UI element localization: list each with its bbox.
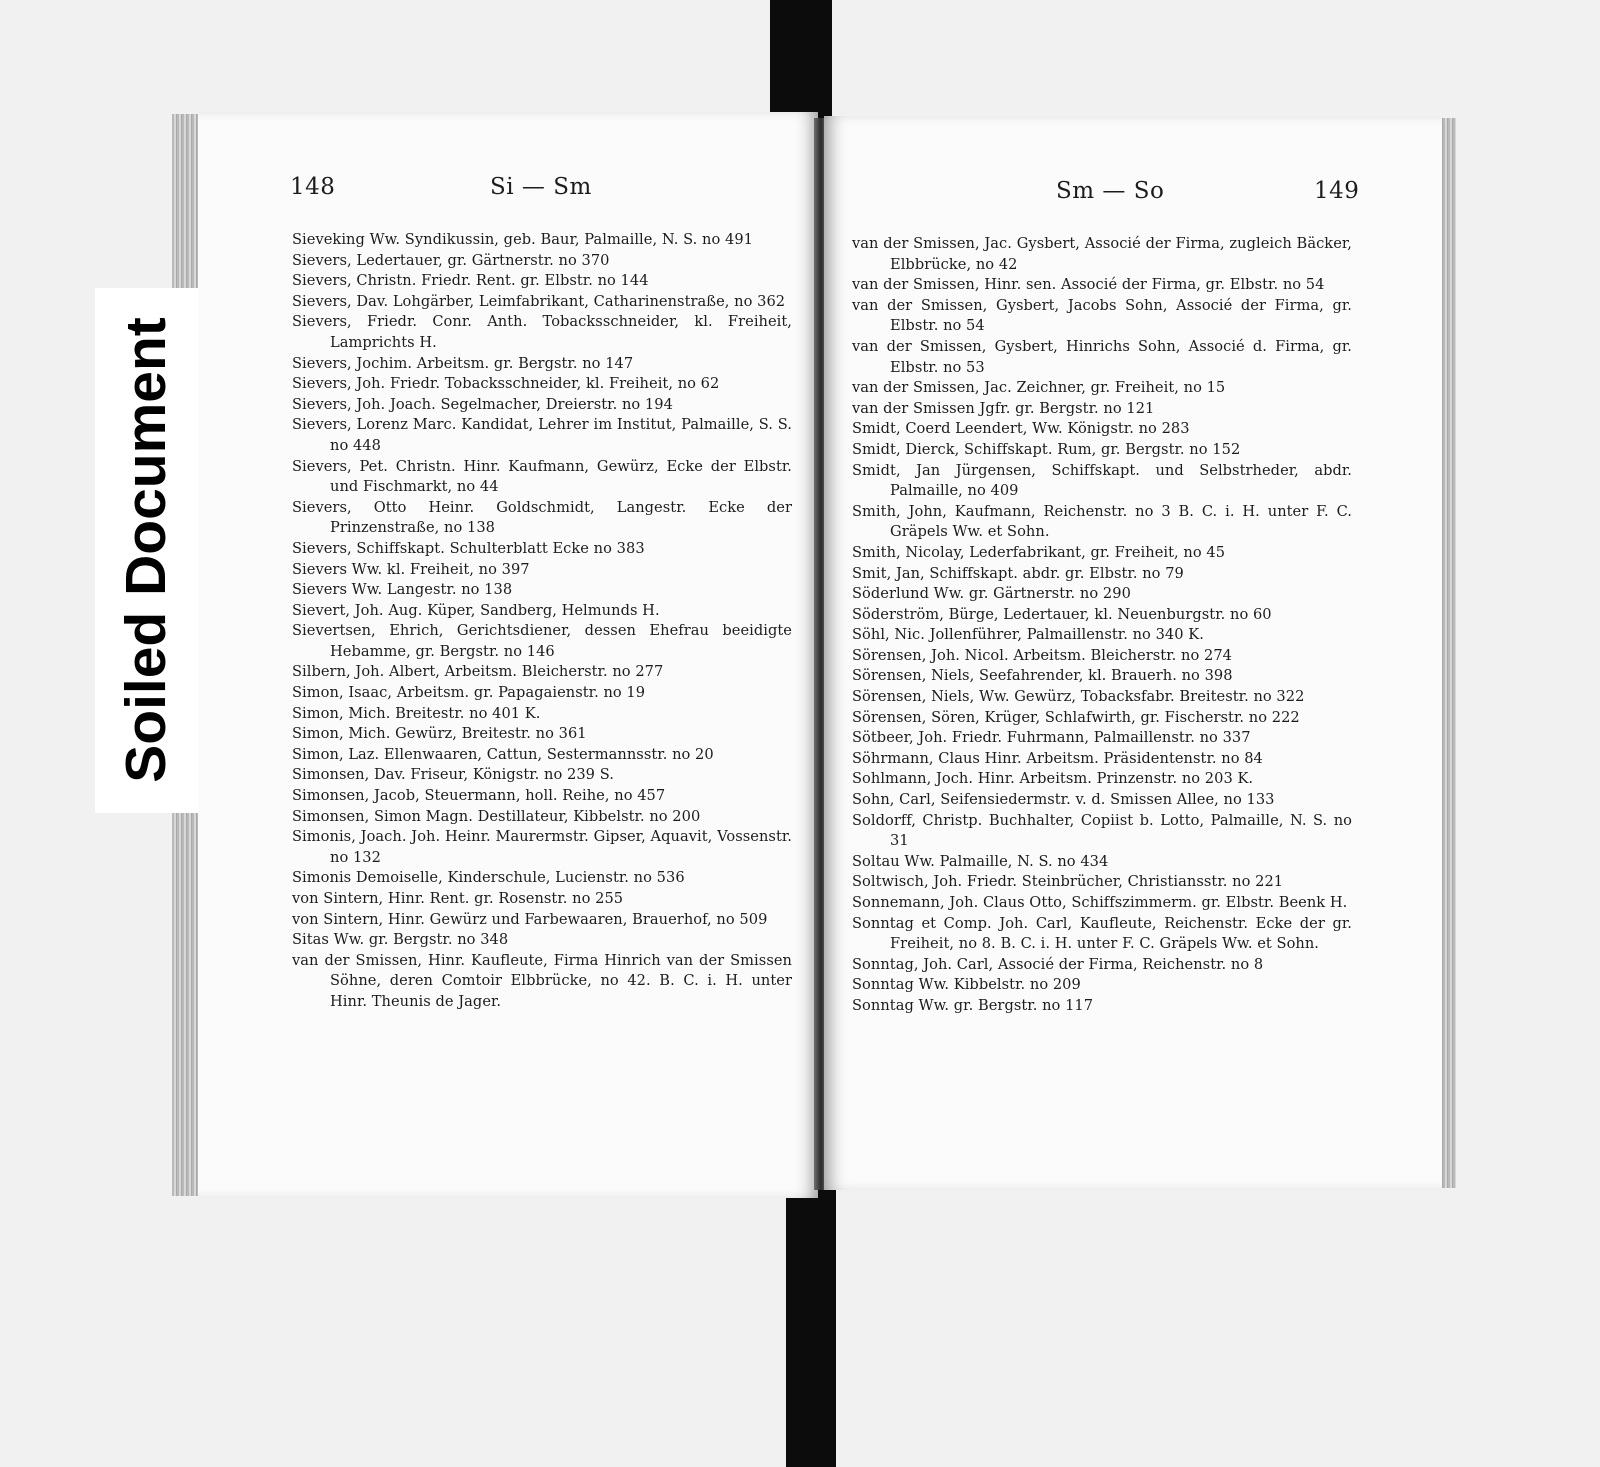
directory-entry: von Sintern, Hinr. Rent. gr. Rosenstr. no 255 xyxy=(292,890,624,907)
directory-entry: Sievers, Schiffskapt. Schulterblatt Ecke no 383 xyxy=(292,539,645,557)
directory-entry: Simonsen, Simon Magn. Destillateur, Kibbelstr. no 200 xyxy=(292,807,701,825)
directory-entry: Simonis Demoiselle, Kinderschule, Lucienstr. no 536 xyxy=(292,869,685,887)
directory-entry: Sonntag et Comp. Joh. Carl, Kaufleute, Reichenstr. Ecke der gr. Freiheit, no 8. B. C. i. H. unter F. C. Gräpels Ww. et Sohn. xyxy=(852,914,1352,953)
directory-entry: Smith, John, Kaufmann, Reichenstr. no 3 B. C. i. H. unter F. C. Gräpels Ww. et Sohn. xyxy=(852,502,1352,541)
directory-entry: Sievers Ww. Langestr. no 138 xyxy=(292,581,513,599)
directory-entry: Sörensen, Joh. Nicol. Arbeitsm. Bleicherstr. no 274 xyxy=(852,646,1232,664)
directory-entry: Simonsen, Dav. Friseur, Königstr. no 239 S. xyxy=(292,766,614,784)
directory-entry: Sieveking Ww. Syndikussin, geb. Baur, Palmaille, N. S. no 491 xyxy=(292,231,753,248)
running-head-left: Si — Sm xyxy=(490,174,592,200)
directory-entry: Simon, Laz. Ellenwaaren, Cattun, Sestermannsstr. no 20 xyxy=(292,745,714,763)
directory-entries-right xyxy=(852,234,1352,1017)
directory-entry: Sohn, Carl, Seifensiedermstr. v. d. Smissen Allee, no 133 xyxy=(852,791,1275,809)
directory-entry: Smidt, Coerd Leendert, Ww. Königstr. no 283 xyxy=(852,420,1190,438)
directory-entry: Sievers, Jochim. Arbeitsm. gr. Bergstr. no 147 xyxy=(292,354,634,372)
soiled-document-label xyxy=(95,288,198,813)
directory-entry: Sonntag Ww. gr. Bergstr. no 117 xyxy=(852,996,1094,1014)
directory-entry: Soltau Ww. Palmaille, N. S. no 434 xyxy=(852,852,1109,870)
directory-entries-left xyxy=(292,230,792,1013)
directory-entry: Söderlund Ww. gr. Gärtnerstr. no 290 xyxy=(852,585,1131,603)
directory-entry: Sörensen, Sören, Krüger, Schlafwirth, gr. Fischerstr. no 222 xyxy=(852,708,1300,726)
running-head-right: Sm — So xyxy=(1056,178,1165,204)
directory-entry: Silbern, Joh. Albert, Arbeitsm. Bleicherstr. no 277 xyxy=(292,663,664,681)
directory-entry: van der Smissen, Gysbert, Jacobs Sohn, Associé der Firma, gr. Elbstr. no 54 xyxy=(852,296,1352,335)
directory-entry: Söhrmann, Claus Hinr. Arbeitsm. Präsidentenstr. no 84 xyxy=(852,749,1263,767)
directory-entry: Sievertsen, Ehrich, Gerichtsdiener, dessen Ehefrau beeidigte Hebamme, gr. Bergstr. no 146 xyxy=(292,622,792,660)
directory-entry: Simon, Mich. Gewürz, Breitestr. no 361 xyxy=(292,725,587,743)
directory-entry: van der Smissen Jgfr. gr. Bergstr. no 121 xyxy=(852,399,1155,417)
directory-entry: Sievers, Pet. Christn. Hinr. Kaufmann, Gewürz, Ecke der Elbstr. und Fischmarkt, no 44 xyxy=(292,457,792,496)
directory-entry: Smith, Nicolay, Lederfabrikant, gr. Freiheit, no 45 xyxy=(852,543,1226,561)
soiled-document-label-text: Soiled Document xyxy=(114,317,178,783)
directory-entry: von Sintern, Hinr. Gewürz und Farbewaaren, Brauerhof, no 509 xyxy=(292,910,768,928)
directory-entry: Söhl, Nic. Jollenführer, Palmaillenstr. no 340 K. xyxy=(852,626,1204,644)
directory-entry: Sievert, Joh. Aug. Küper, Sandberg, Helmunds H. xyxy=(292,601,660,619)
directory-entry: van der Smissen, Jac. Zeichner, gr. Freiheit, no 15 xyxy=(852,379,1226,397)
directory-entry: van der Smissen, Gysbert, Hinrichs Sohn, Associé d. Firma, gr. Elbstr. no 53 xyxy=(852,337,1352,376)
directory-entry: Sievers, Joh. Joach. Segelmacher, Dreierstr. no 194 xyxy=(292,395,673,413)
directory-entry: Sievers, Ledertauer, gr. Gärtnerstr. no 370 xyxy=(292,251,610,269)
directory-entry: Sonntag Ww. Kibbelstr. no 209 xyxy=(852,976,1081,994)
directory-entry: Sitas Ww. gr. Bergstr. no 348 xyxy=(292,931,509,949)
directory-entry: Sörensen, Niels, Ww. Gewürz, Tobacksfabr. Breitestr. no 322 xyxy=(852,688,1305,706)
directory-entry: Sievers, Dav. Lohgärber, Leimfabrikant, Catharinenstraße, no 362 xyxy=(292,292,786,310)
page-number-right: 149 xyxy=(1314,178,1360,204)
bookmark-ribbon-bottom xyxy=(786,1180,836,1467)
directory-entry: Simonsen, Jacob, Steuermann, holl. Reihe, no 457 xyxy=(292,787,666,805)
directory-entry: Sievers Ww. kl. Freiheit, no 397 xyxy=(292,560,530,578)
directory-entry: Simon, Mich. Breitestr. no 401 K. xyxy=(292,704,541,722)
directory-entry: Sonnemann, Joh. Claus Otto, Schiffszimmerm. gr. Elbstr. Beenk H. xyxy=(852,894,1348,911)
directory-entry: Sörensen, Niels, Seefahrender, kl. Brauerh. no 398 xyxy=(852,667,1233,685)
bookmark-ribbon-top xyxy=(770,0,832,122)
directory-entry: Sievers, Otto Heinr. Goldschmidt, Langestr. Ecke der Prinzenstraße, no 138 xyxy=(292,498,792,537)
directory-entry: Smidt, Dierck, Schiffskapt. Rum, gr. Bergstr. no 152 xyxy=(852,440,1241,458)
directory-entry: van der Smissen, Jac. Gysbert, Associé der Firma, zugleich Bäcker, Elbbrücke, no 42 xyxy=(852,235,1352,273)
right-page xyxy=(824,116,1442,1190)
left-page xyxy=(198,112,818,1198)
directory-entry: Smidt, Jan Jürgensen, Schiffskapt. und Selbstrheder, abdr. Palmaille, no 409 xyxy=(852,461,1352,500)
directory-entry: van der Smissen, Hinr. Kaufleute, Firma Hinrich van der Smissen Söhne, deren Comtoir Elbbrücke, no 42. B. C. i. H. unter Hinr. Theunis de Jager. xyxy=(292,951,792,1010)
directory-entry: Simon, Isaac, Arbeitsm. gr. Papagaienstr. no 19 xyxy=(292,684,646,702)
directory-entry: Sievers, Joh. Friedr. Tobacksschneider, kl. Freiheit, no 62 xyxy=(292,375,720,393)
directory-entry: Simonis, Joach. Joh. Heinr. Maurermstr. Gipser, Aquavit, Vossenstr. no 132 xyxy=(292,828,792,866)
directory-entry: Sohlmann, Joch. Hinr. Arbeitsm. Prinzenstr. no 203 K. xyxy=(852,770,1254,788)
directory-entry: Sievers, Lorenz Marc. Kandidat, Lehrer im Institut, Palmaille, S. S. no 448 xyxy=(292,416,792,454)
directory-entry: Söderström, Bürge, Ledertauer, kl. Neuenburgstr. no 60 xyxy=(852,605,1272,623)
directory-entry: Soldorff, Christp. Buchhalter, Copiist b. Lotto, Palmaille, N. S. no 31 xyxy=(852,811,1352,850)
directory-entry: Soltwisch, Joh. Friedr. Steinbrücher, Christiansstr. no 221 xyxy=(852,873,1284,891)
page-number-left: 148 xyxy=(290,174,336,200)
directory-entry: Sonntag, Joh. Carl, Associé der Firma, Reichenstr. no 8 xyxy=(852,955,1264,973)
directory-entry: Sievers, Friedr. Conr. Anth. Tobacksschneider, kl. Freiheit, Lamprichts H. xyxy=(292,313,792,351)
directory-entry: Sötbeer, Joh. Friedr. Fuhrmann, Palmaillenstr. no 337 xyxy=(852,729,1251,747)
directory-entry: Sievers, Christn. Friedr. Rent. gr. Elbstr. no 144 xyxy=(292,272,649,290)
directory-entry: Smit, Jan, Schiffskapt. abdr. gr. Elbstr. no 79 xyxy=(852,564,1184,582)
directory-entry: van der Smissen, Hinr. sen. Associé der Firma, gr. Elbstr. no 54 xyxy=(852,276,1325,294)
